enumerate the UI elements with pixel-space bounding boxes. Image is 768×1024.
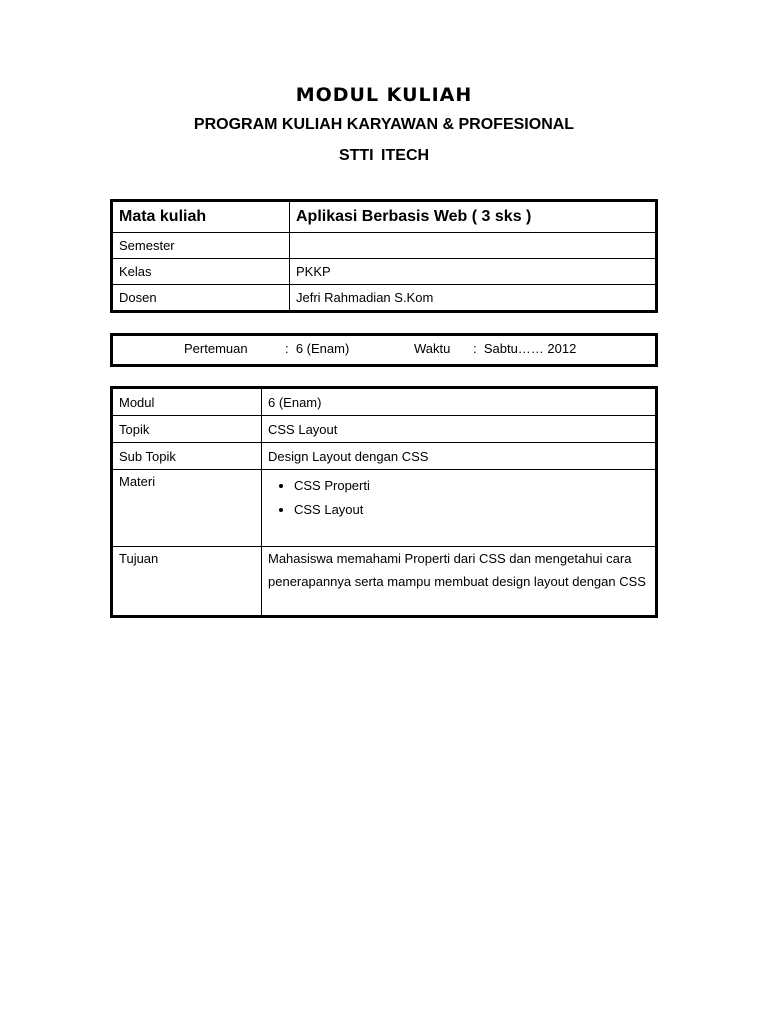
table-row bbox=[112, 259, 657, 285]
topik-label: Topik bbox=[112, 416, 262, 443]
dosen-value: Jefri Rahmadian S.Kom bbox=[290, 285, 657, 312]
table-row bbox=[112, 547, 657, 617]
table-row bbox=[112, 201, 657, 233]
module-info-table bbox=[110, 386, 658, 618]
mata-kuliah-label: Mata kuliah bbox=[112, 201, 290, 233]
table-row bbox=[112, 233, 657, 259]
waktu-label: Waktu bbox=[414, 341, 451, 356]
program-subtitle: PROGRAM KULIAH KARYAWAN & PROFESIONAL bbox=[193, 116, 575, 133]
document-title: MODUL KULIAH bbox=[295, 84, 473, 106]
table-row bbox=[112, 416, 657, 443]
materi-label: Materi bbox=[112, 470, 262, 547]
modul-value: 6 (Enam) bbox=[262, 388, 657, 416]
meeting-box bbox=[110, 333, 658, 367]
table-row bbox=[112, 388, 657, 416]
mata-kuliah-value: Aplikasi Berbasis Web ( 3 sks ) bbox=[290, 201, 657, 233]
course-info-table bbox=[110, 199, 658, 313]
semester-label: Semester bbox=[112, 233, 290, 259]
institution-name: STTI ITECH bbox=[338, 147, 430, 164]
modul-label: Modul bbox=[112, 388, 262, 416]
tujuan-value: Mahasiswa memahami Properti dari CSS dan mengetahui cara penerapannya serta mampu membuat design layout dengan CSS bbox=[262, 547, 657, 617]
list-item: • CSS Properti bbox=[294, 474, 649, 498]
pertemuan-label: Pertemuan bbox=[184, 341, 248, 356]
dosen-label: Dosen bbox=[112, 285, 290, 312]
table-row bbox=[112, 285, 657, 312]
kelas-value: PKKP bbox=[290, 259, 657, 285]
topik-value: CSS Layout bbox=[262, 416, 657, 443]
materi-value bbox=[262, 470, 657, 547]
waktu-value: : Sabtu…… 2012 bbox=[473, 341, 577, 356]
table-row bbox=[112, 443, 657, 470]
semester-value bbox=[290, 233, 657, 259]
table-row bbox=[112, 470, 657, 547]
materi-list bbox=[268, 474, 649, 522]
pertemuan-value: : 6 (Enam) bbox=[285, 341, 350, 356]
kelas-label: Kelas bbox=[112, 259, 290, 285]
tujuan-label: Tujuan bbox=[112, 547, 262, 617]
subtopik-label: Sub Topik bbox=[112, 443, 262, 470]
subtopik-value: Design Layout dengan CSS bbox=[262, 443, 657, 470]
list-item: • CSS Layout bbox=[294, 498, 649, 522]
